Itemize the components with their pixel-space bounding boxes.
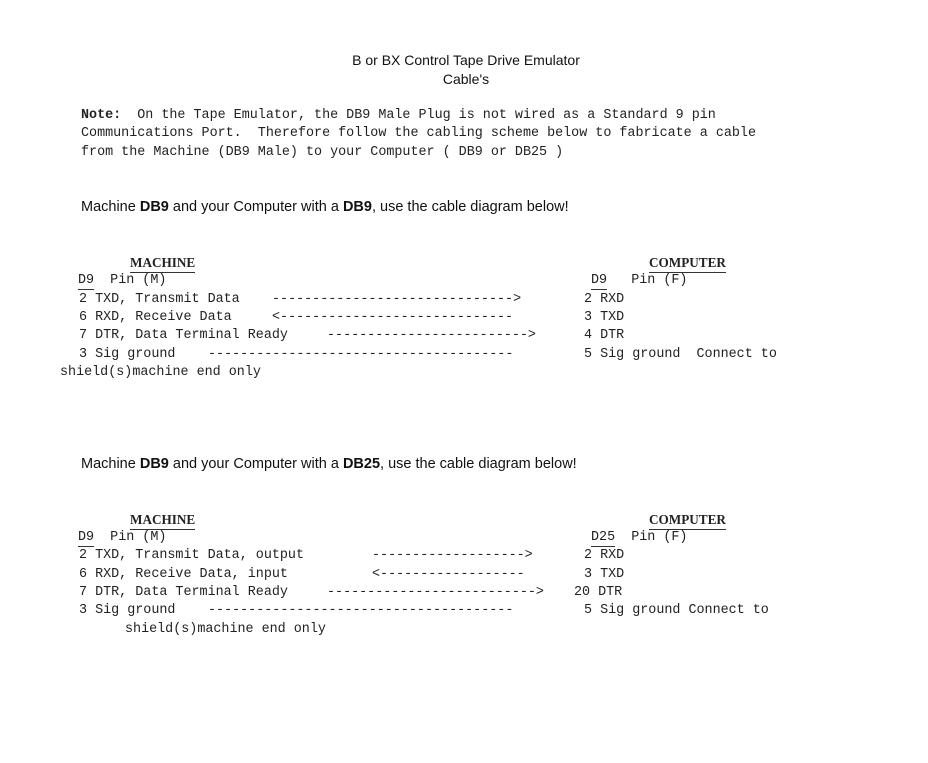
section1-row-gnd-line: -------------------------------------- [208, 347, 514, 362]
page-title: B or BX Control Tape Drive Emulator [352, 52, 580, 68]
section2-row-dtr-line: --------------------------> [327, 585, 544, 600]
section2-intro: Machine DB9 and your Computer with a DB25, use the cable diagram below! [81, 456, 577, 472]
section1-row-gnd-left: 3 Sig ground [79, 347, 176, 362]
section2-row-rxd-right: 3 TXD [584, 567, 625, 582]
section1-row-dtr-left: 7 DTR, Data Terminal Ready [79, 328, 288, 343]
section2-row-gnd-right: 5 Sig ground Connect to [584, 603, 769, 618]
section2-row-dtr-right: 20 DTR [574, 585, 623, 600]
section2-row-rxd-left: 6 RXD, Receive Data, input [79, 567, 288, 582]
section1-row-rxd-line: <----------------------------- [272, 310, 514, 325]
section1-row-txd-left: 2 TXD, Transmit Data [79, 292, 240, 307]
note-line-2: Communications Port. Therefore follow the cabling scheme below to fabricate a cable [81, 126, 756, 141]
section2-wrap-text: shield(s)machine end only [125, 622, 326, 637]
note-label: Note: [81, 108, 122, 123]
section2-row-txd-line: -------------------> [372, 548, 533, 563]
section2-row-gnd-line: -------------------------------------- [208, 603, 514, 618]
section1-machine-header: MACHINE [130, 255, 195, 273]
section1-row-gnd-right: 5 Sig ground Connect to [584, 347, 777, 362]
section2-row-gnd-left: 3 Sig ground [79, 603, 176, 618]
section1-row-rxd-right: 3 TXD [584, 310, 625, 325]
section1-right-pin-header: D9 Pin (F) [591, 273, 688, 288]
section1-row-txd-line: ------------------------------> [272, 292, 522, 307]
section2-right-pin-header: D25 Pin (F) [591, 530, 688, 545]
section1-left-pin-header: D9 Pin (M) [78, 273, 167, 288]
section2-row-dtr-left: 7 DTR, Data Terminal Ready [79, 585, 288, 600]
section1-intro: Machine DB9 and your Computer with a DB9, use the cable diagram below! [81, 199, 569, 215]
section2-machine-header: MACHINE [130, 512, 195, 530]
page-subtitle: Cable's [442, 71, 490, 87]
section1-wrap-text: shield(s)machine end only [60, 365, 261, 380]
section2-row-rxd-line: <------------------ [372, 567, 525, 582]
note-line-3: from the Machine (DB9 Male) to your Computer ( DB9 or DB25 ) [81, 145, 564, 160]
section2-computer-header: COMPUTER [649, 512, 726, 530]
section1-row-dtr-line: -------------------------> [327, 328, 536, 343]
section2-row-txd-left: 2 TXD, Transmit Data, output [79, 548, 304, 563]
section1-row-txd-right: 2 RXD [584, 292, 625, 307]
note-line-1: Note: On the Tape Emulator, the DB9 Male Plug is not wired as a Standard 9 pin [81, 108, 716, 123]
section1-row-dtr-right: 4 DTR [584, 328, 625, 343]
section1-computer-header: COMPUTER [649, 255, 726, 273]
section2-left-pin-header: D9 Pin (M) [78, 530, 167, 545]
section2-row-txd-right: 2 RXD [584, 548, 625, 563]
section1-row-rxd-left: 6 RXD, Receive Data [79, 310, 232, 325]
